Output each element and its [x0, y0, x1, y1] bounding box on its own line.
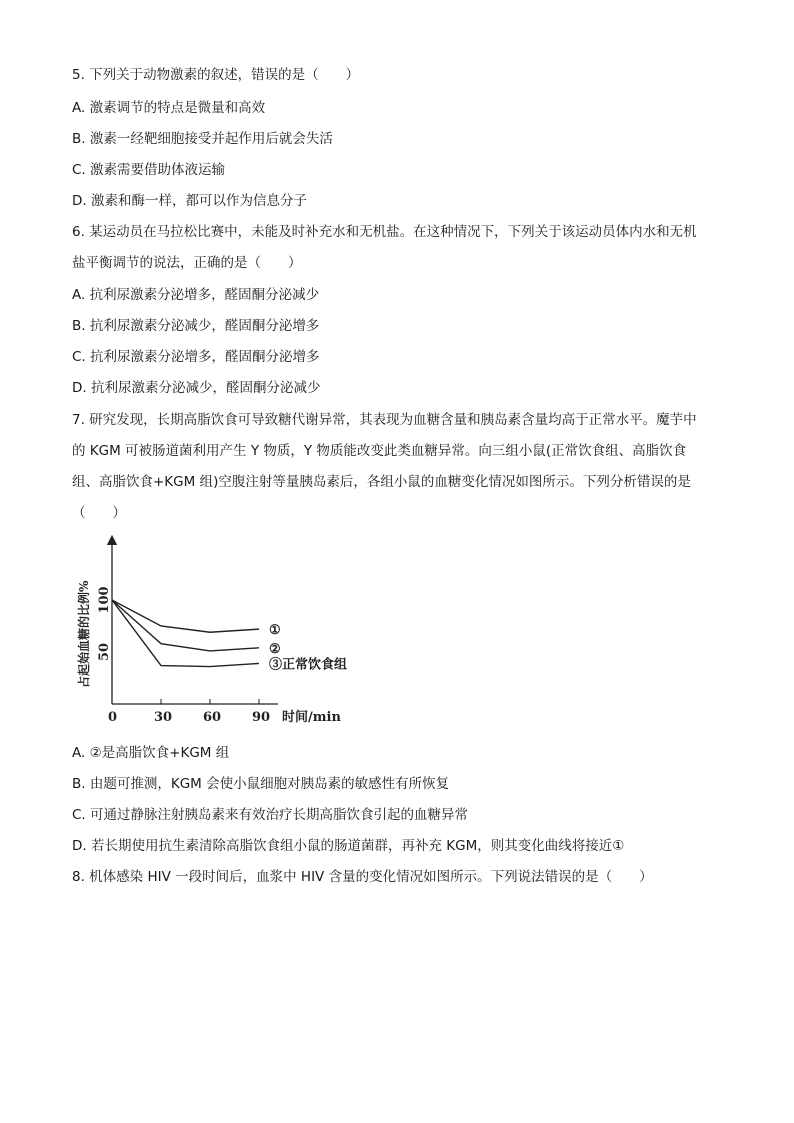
q6-option-d: D. 抗利尿激素分泌减少，醛固酮分泌减少 — [72, 380, 321, 396]
q7-option-c: C. 可通过静脉注射胰岛素来有效治疗长期高脂饮食引起的血糖异常 — [72, 807, 469, 823]
x-tick-label: 90 — [252, 710, 271, 725]
series-label-1: ① — [269, 623, 281, 639]
q6-stem-line-1: 6. 某运动员在马拉松比赛中，未能及时补充水和无机盐。在这种情况下，下列关于该运动员体内水和无机 — [72, 224, 697, 240]
q5-option-c: C. 激素需要借助体液运输 — [72, 162, 226, 178]
q8-stem: 8. 机体感染 HIV 一段时间后，血浆中 HIV 含量的变化情况如图所示。下列说法错误的是（ ） — [72, 869, 653, 885]
q7-stem-line-1: 7. 研究发现，长期高脂饮食可导致糖代谢异常，其表现为血糖含量和胰岛素含量均高于正常水平。魔芋中 — [72, 412, 697, 428]
blood-glucose-chart — [60, 534, 380, 730]
q7-stem-line-4: （ ） — [72, 505, 126, 521]
q5-option-b: B. 激素一经靶细胞接受并起作用后就会失活 — [72, 131, 333, 147]
x-tick-label: 30 — [154, 710, 173, 725]
y-tick-label: 50 — [97, 642, 112, 662]
q5-option-d: D. 激素和酶一样，都可以作为信息分子 — [72, 193, 307, 209]
x-tick-label: 0 — [108, 710, 118, 725]
series-line-2 — [112, 600, 259, 651]
q5-stem: 5. 下列关于动物激素的叙述，错误的是（ ） — [72, 67, 360, 83]
series-line-3 — [112, 600, 259, 667]
series-label-2: ② — [269, 641, 281, 657]
series-line-1 — [112, 600, 259, 632]
q6-option-b: B. 抗利尿激素分泌减少，醛固酮分泌增多 — [72, 318, 320, 334]
y-axis-label: 占起始血糖的比例% — [77, 580, 91, 688]
q7-stem-line-3: 组、高脂饮食+KGM 组)空腹注射等量胰岛素后，各组小鼠的血糖变化情况如图所示。下列分析错误的是 — [72, 474, 691, 490]
q6-stem-line-2: 盐平衡调节的说法，正确的是（ ） — [72, 255, 302, 271]
x-axis-label: 时间/min — [282, 710, 341, 725]
q7-option-d: D. 若长期使用抗生素清除高脂饮食组小鼠的肠道菌群，再补充 KGM，则其变化曲线将接近① — [72, 838, 625, 854]
q7-stem-line-2: 的 KGM 可被肠道菌利用产生 Y 物质，Y 物质能改变此类血糖异常。向三组小鼠(正常饮食组、高脂饮食 — [72, 443, 687, 459]
q7-option-b: B. 由题可推测，KGM 会使小鼠细胞对胰岛素的敏感性有所恢复 — [72, 776, 450, 792]
x-tick-label: 60 — [203, 710, 222, 725]
y-tick-label: 100 — [97, 586, 112, 614]
q6-option-a: A. 抗利尿激素分泌增多，醛固酮分泌减少 — [72, 287, 320, 303]
q6-option-c: C. 抗利尿激素分泌增多，醛固酮分泌增多 — [72, 349, 320, 365]
q7-option-a: A. ②是高脂饮食+KGM 组 — [72, 745, 230, 761]
series-label-3: ③正常饮食组 — [269, 657, 348, 673]
q5-option-a: A. 激素调节的特点是微量和高效 — [72, 100, 266, 116]
